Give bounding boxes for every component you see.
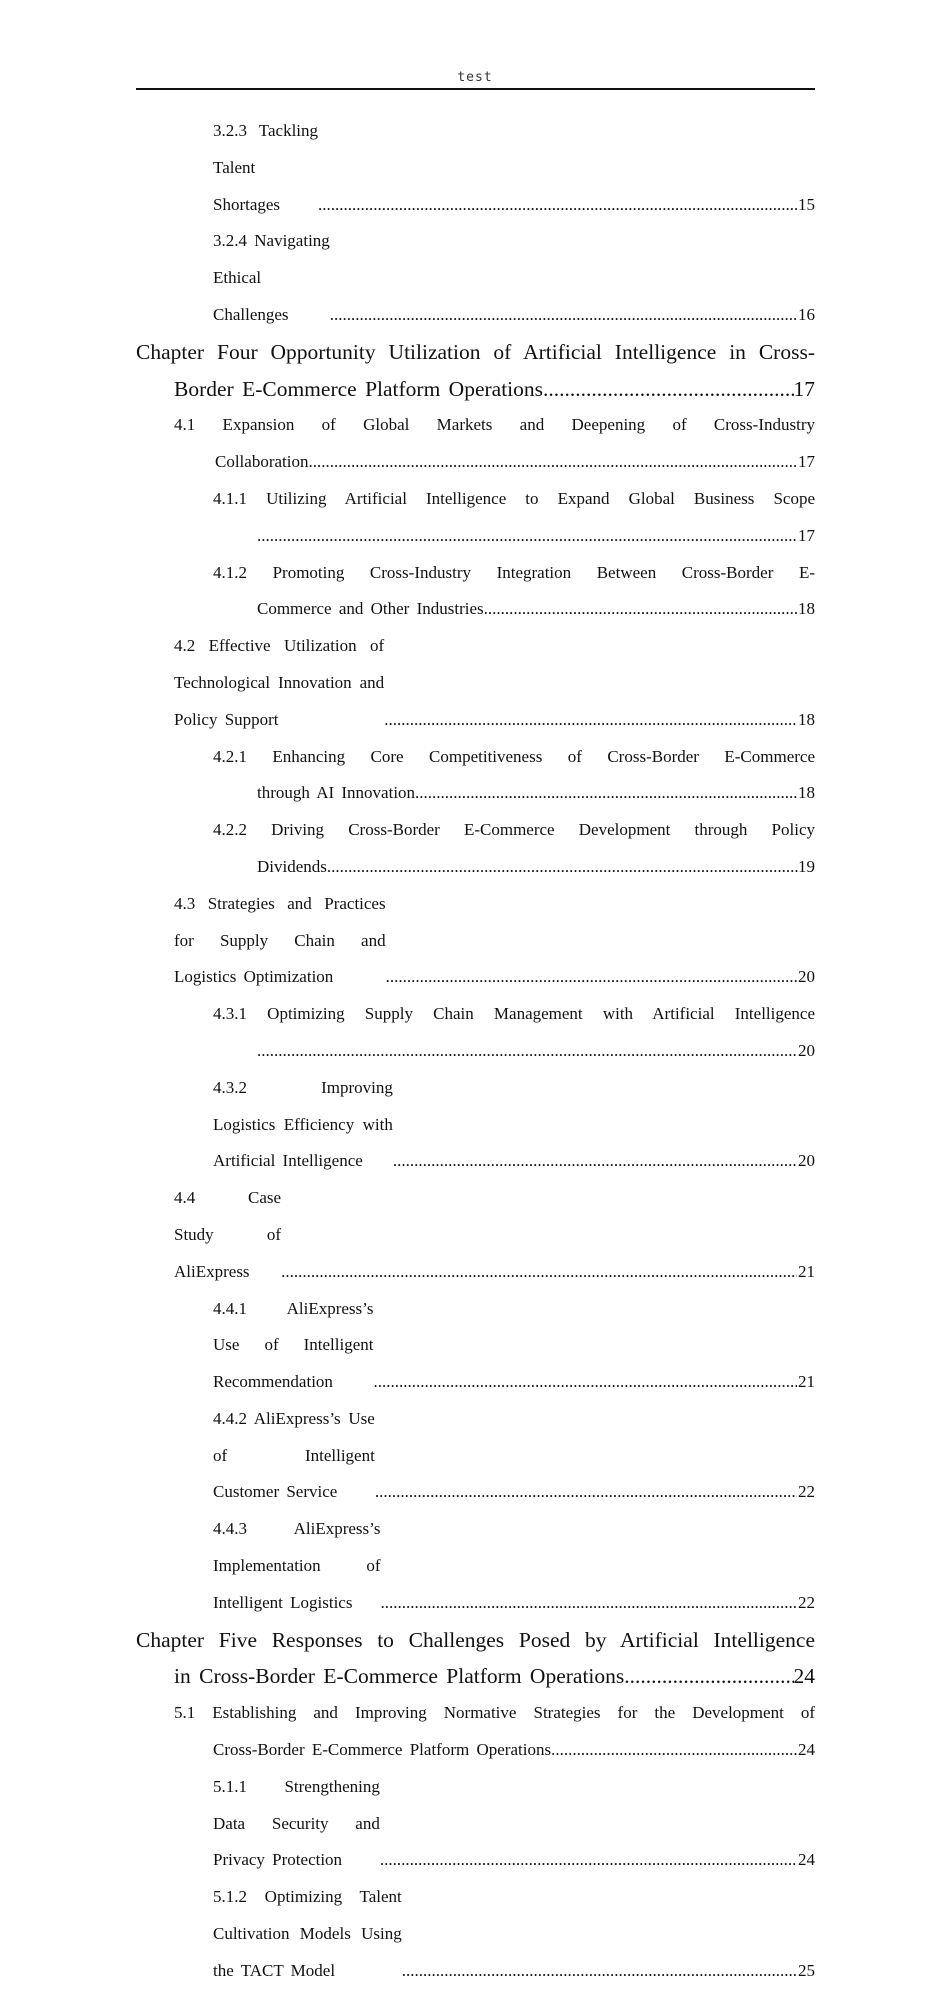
toc-entry-5-1[interactable] [136,1695,815,1769]
toc-page-number: 24 [798,1850,815,1870]
toc-entry-title: 5.1.2 Optimizing Talent Cultivation Models Using the TACT Model [213,1887,402,1980]
toc-entry-chapter-five[interactable] [136,1622,815,1696]
toc-entry-title-line-1: 4.3.1 Optimizing Supply Chain Management with Artificial Intelligence [213,1004,815,1024]
toc-entry-5-1-2[interactable] [136,1879,815,1989]
toc-entry-title: 4.3 Strategies and Practices for Supply Chain and Logistics Optimization [174,893,386,987]
toc-leader-dots [375,1474,797,1511]
table-of-contents [136,113,815,1990]
toc-page-number: 21 [798,1372,815,1392]
toc-page-number: 19 [798,856,815,876]
toc-entry-title: 4.4.2 AliExpress’s Use of Intelligent Customer Service [213,1408,375,1502]
toc-entry-4-1[interactable] [136,407,815,481]
toc-entry-title-continued: Collaboration [215,452,309,472]
toc-page-number: 20 [798,1151,815,1171]
toc-entry-title-line-1: 5.1 Establishing and Improving Normative Strategies for the Development of [174,1703,815,1723]
toc-entry-5-1-1[interactable] [136,1769,815,1879]
toc-entry-title-line-1: Chapter Four Opportunity Utilization of Artificial Intelligence in Cross- [136,339,815,364]
toc-entry-4-1-1[interactable] [136,481,815,555]
toc-entry-title: 4.2 Effective Utilization of Technological Innovation and Policy Support [174,636,385,729]
toc-entry-4-3[interactable] [136,886,815,996]
toc-leader-dots [415,775,798,812]
toc-leader-dots [543,371,793,408]
toc-leader-dots [308,444,798,481]
toc-entry-title-line-2 [213,518,815,555]
toc-entry-title: 3.2.4 Navigating Ethical Challenges [213,231,330,324]
toc-entry-title-line-1: 4.2.1 Enhancing Core Competitiveness of Cross-Border E-Commerce [213,746,815,766]
toc-entry-title-line-1: 4.1 Expansion of Global Markets and Deepening of Cross-Industry [174,415,815,435]
toc-entry-title-line-1: 4.1.1 Utilizing Artificial Intelligence to Expand Global Business Scope [213,488,815,508]
toc-leader-dots [381,1585,798,1622]
toc-leader-dots [327,849,798,886]
toc-entry-title-continued: Commerce and Other Industries [257,599,484,619]
toc-entry-4-4[interactable] [136,1180,815,1290]
toc-page-number: 24 [798,1740,815,1760]
toc-page-number: 18 [798,709,815,729]
toc-leader-dots [257,1033,798,1070]
toc-entry-chapter-four[interactable] [136,334,815,408]
running-header: test [457,70,493,85]
toc-leader-dots [484,591,798,628]
toc-entry-4-3-2[interactable] [136,1070,815,1180]
toc-entry-title: 4.4.3 AliExpress’s Implementation of Intelligent Logistics [213,1519,381,1612]
toc-page-number: 17 [793,376,815,401]
toc-entry-title-continued: in Cross-Border E-Commerce Platform Operations [174,1664,625,1689]
toc-entry-title-line-2 [136,1658,815,1695]
toc-entry-4-2-2[interactable] [136,812,815,886]
toc-entry-title: 4.4 Case Study of AliExpress [174,1188,282,1281]
toc-entry-title: 5.1.1 Strengthening Data Security and Privacy Protection [213,1776,380,1870]
toc-entry-title: 4.4.1 AliExpress’s Use of Intelligent Recommendation [213,1298,374,1392]
toc-page-number: 15 [798,194,815,214]
toc-leader-dots [386,959,797,996]
toc-leader-dots [384,702,797,739]
toc-entry-4-4-1[interactable] [136,1291,815,1401]
toc-leader-dots [380,1842,797,1879]
toc-entry-4-1-2[interactable] [136,555,815,629]
toc-page-number: 22 [798,1592,815,1612]
toc-page-number: 17 [798,525,815,545]
toc-leader-dots [374,1364,798,1401]
toc-entry-title-continued: Dividends [257,856,327,876]
toc-leader-dots [281,1254,797,1291]
toc-entry-title-line-2 [174,1732,815,1769]
toc-page-number: 18 [798,599,815,619]
toc-page-number: 22 [798,1482,815,1502]
toc-leader-dots [257,518,798,555]
toc-entry-4-2-1[interactable] [136,739,815,813]
toc-entry-title-line-2 [174,444,815,481]
toc-entry-3-2-4[interactable] [136,223,815,333]
toc-leader-dots [393,1143,797,1180]
toc-page-number: 24 [793,1664,815,1689]
toc-entry-4-3-1[interactable] [136,996,815,1070]
toc-leader-dots [624,1658,793,1695]
toc-entry-4-2[interactable] [136,628,815,738]
toc-entry-title-line-2 [213,849,815,886]
toc-entry-title-line-2 [213,775,815,812]
toc-leader-dots [402,1953,797,1990]
toc-entry-title-line-2 [213,591,815,628]
toc-page-number: 21 [798,1261,815,1281]
toc-leader-dots [318,187,797,224]
toc-entry-title-line-1: 4.1.2 Promoting Cross-Industry Integration Between Cross-Border E- [213,562,815,582]
toc-page-number: 17 [798,452,815,472]
toc-page-number: 20 [798,1040,815,1060]
toc-entry-title-line-1: 4.2.2 Driving Cross-Border E-Commerce Development through Policy [213,820,815,840]
toc-entry-title: 3.2.3 Tackling Talent Shortages [213,121,319,214]
toc-page-number: 18 [798,783,815,803]
toc-entry-title: 4.3.2 Improving Logistics Efficiency with Artificial Intelligence [213,1077,393,1171]
toc-entry-title-continued: Border E-Commerce Platform Operations [174,376,544,401]
toc-page-number: 16 [798,304,815,324]
toc-entry-4-4-3[interactable] [136,1511,815,1621]
header-rule [136,88,815,90]
toc-page-number: 20 [798,967,815,987]
toc-page-number: 25 [798,1960,815,1980]
toc-entry-title-line-2 [136,371,815,408]
toc-entry-3-2-3[interactable] [136,113,815,223]
toc-entry-title-line-2 [213,1033,815,1070]
toc-entry-title-continued: through AI Innovation [257,783,416,803]
toc-entry-title-continued: Cross-Border E-Commerce Platform Operations [213,1740,552,1760]
toc-leader-dots [551,1732,798,1769]
toc-entry-title-line-1: Chapter Five Responses to Challenges Posed by Artificial Intelligence [136,1627,815,1652]
toc-entry-4-4-2[interactable] [136,1401,815,1511]
toc-leader-dots [330,297,797,334]
